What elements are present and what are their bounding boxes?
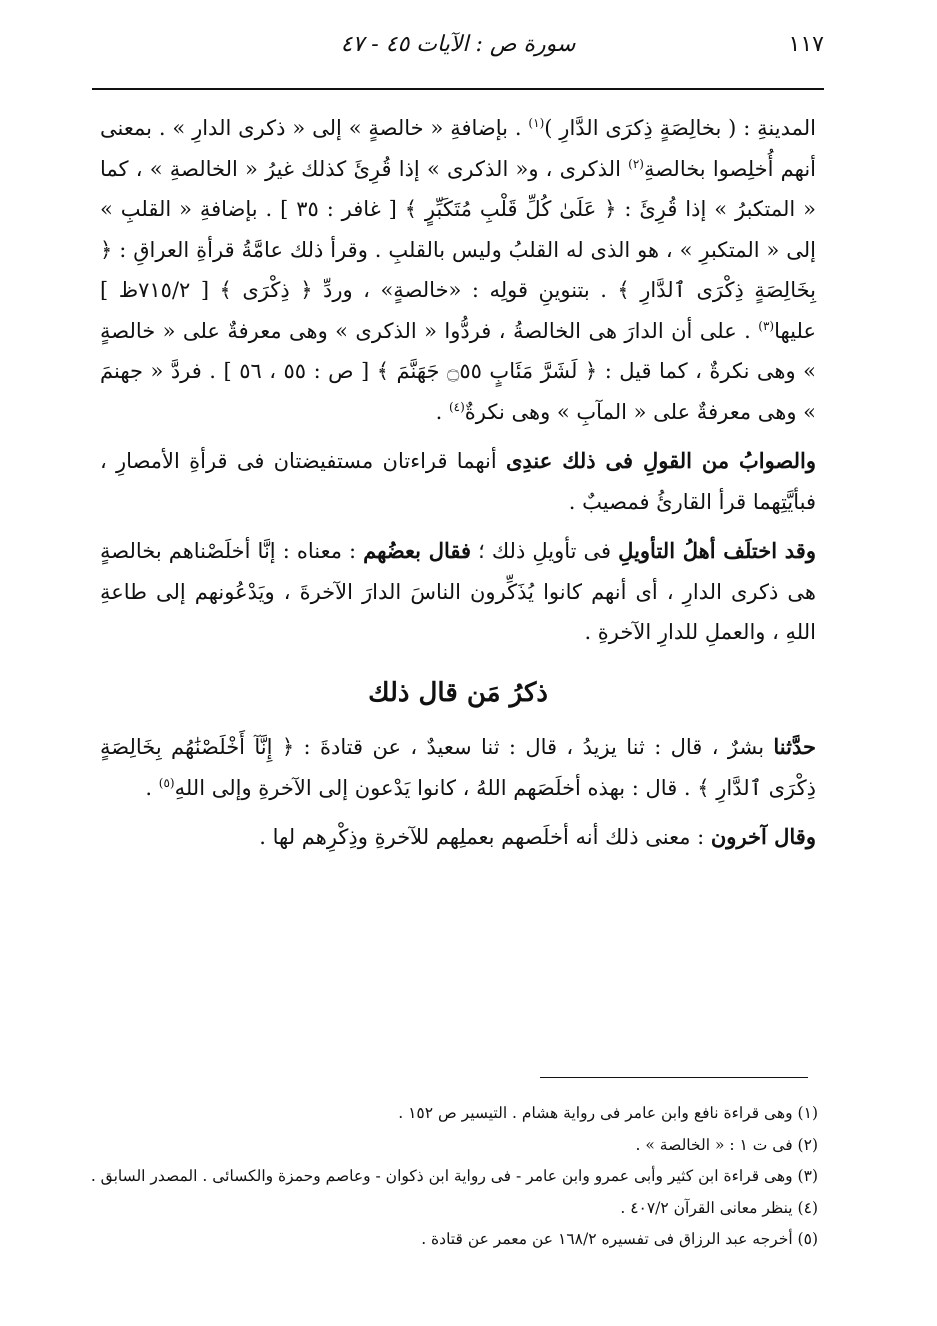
footnotes [80,1098,818,1256]
text-segment: : معناه : إنَّا أخلَصْناهم بخالصةٍ هى ذكرى الدارِ ، أى أنهم كانوا يُذَكِّرون الناسَ الدارَ الآخرةَ ، ويَدْعُونهم إلى طاعةِ اللهِ ، والعملِ للدارِ الآخرةِ . [100,539,816,644]
text-segment: المدينةِ : ( بخالِصَةٍ ذِكرَى الدَّارِ ) [544,116,816,140]
footnote-divider [540,1077,808,1078]
footnote-ref-5: (٥) [158,775,175,790]
footnote-2: (٢) فى ت ١ : « الخالصة » . [635,1135,818,1154]
page-number: ١١٧ [788,32,824,57]
running-title: سورة ص : الآيات ٤٥ - ٤٧ [340,32,576,57]
footnote-ref-2: (٢) [628,156,644,171]
bold-phrase: حدَّثنا [773,734,816,759]
text-segment: بشرٌ ، قال : ثنا يزيدُ ، قال : ثنا سعيدٌ ، عن قتادةَ : ﴿ إِنَّآ أَخْلَصْنَٰهُم بِخَالِصَةٍ ذِكْرَى ٱلدَّارِ ﴾ . قال : بهذه أخلَصَهم اللهُ ، كانوا يَدْعون إلى الآخرةِ وإلى اللهِ [100,735,816,800]
text-segment: . [145,775,159,800]
text-segment: الذكرى ، و« الذكرى » إذا قُرِئَ كذلك غيرُ « الخالصةِ » ، كما « المتكبرُ » إذا قُرِئَ : ﴿ عَلَىٰ كُلِّ قَلْبِ مُتَكَبِّرٍ ﴾ [ غافر : ٣٥ ] . بإضافةِ « القلبِ » إلى « المتكبرِ » ، هو الذى له القلبُ وليس بالقلبِ . وقرأ ذلك عامَّةُ قرأةِ العراقِ : ﴿ بِخَالِصَةٍ ذِكْرَى ٱلدَّارِ ﴾ . بتنوينِ قولِه : «خالصةٍ» ، وردِّ ﴿ ذِكْرَى ﴾ [ ٧١٥/٢ظ ] عليها [100,156,816,343]
main-text [100,108,816,858]
bold-phrase: فقال بعضُهم [363,538,472,563]
text-segment: . بإضافةِ « خالصةٍ » إلى « ذكرى الدارِ » . بمعنى أنهم أُخلِصوا بخالصةِ [100,116,817,181]
bold-phrase: وقد اختلَف أهلُ التأويلِ [618,538,816,563]
text-segment: فى تأويلِ ذلك ؛ [471,539,619,563]
footnote-ref-3: (٣) [758,318,775,333]
footnote-3: (٣) وهى قراءة ابن كثير وأبى عمرو وابن عامر - فى رواية ابن ذكوان - وعاصم وحمزة والكسائى . المصدر السابق . [90,1167,818,1185]
text-segment: : معنى ذلك أنه أخلَصهم بعملِهم للآخرةِ وذِكْرِهم لها . [259,825,711,849]
bold-phrase: والصوابُ من القولِ فى ذلك عندِى [505,448,816,473]
footnote-ref-4: (٤) [448,399,465,414]
footnote-5: (٥) أخرجه عبد الرزاق فى تفسيره ١٦٨/٢ عن معمر عن قتادة . [421,1230,818,1248]
page-header [92,30,824,90]
paragraph-1 [100,108,816,432]
text-segment: أنهما قراءتان مستفيضتان فى قرأةِ الأمصارِ ، فبأيَّتِهما قرأ القارئُ فمصيبٌ . [100,449,816,514]
footnote-4: (٤) ينظر معانى القرآن ٤٠٧/٢ . [620,1198,818,1217]
paragraph-3 [100,531,816,653]
footnote-1: (١) وهى قراءة نافع وابن عامر فى رواية هشام . التيسير ص ١٥٢ . [398,1104,818,1122]
text-segment: . [435,399,449,424]
paragraph-5 [100,817,816,858]
paragraph-2 [100,441,816,522]
paragraph-4 [100,727,816,808]
bold-phrase: وقال آخرون [710,824,816,849]
text-segment: . على أن الدارَ هى الخالصةُ ، فردُّوا « الذكرى » وهى معرفةٌ على « خالصةٍ » وهى نكرةٌ ، كما قيل : ﴿ لَشَرَّ مَئَابٍ ۝٥٥ جَهَنَّمَ ﴾ [ ص : ٥٥ ، ٥٦ ] . فردَّ « جهنمَ » وهى معرفةٌ على « المآبِ » وهى نكرةٌ [100,318,816,424]
footnote-ref-1: (١) [528,116,545,130]
section-heading: ذكرُ مَن قال ذلك [368,677,548,708]
